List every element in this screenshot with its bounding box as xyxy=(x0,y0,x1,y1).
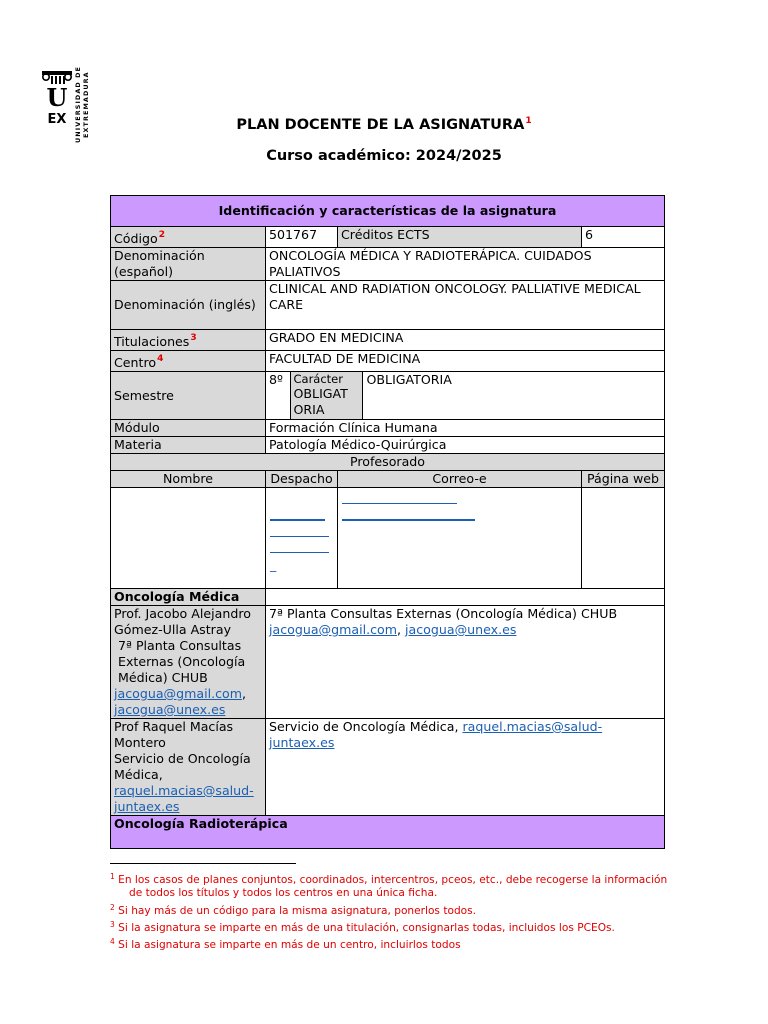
prof2-detail-cell xyxy=(266,719,665,816)
centro-label: Centro$^4$ xyxy=(111,351,266,372)
profesorado-header: Profesorado xyxy=(111,454,665,471)
codigo-label: Código$^2$ xyxy=(111,227,266,248)
caracter-split-1: OBLIGAT xyxy=(293,386,348,401)
footnote-1: $^1$ En los casos de planes conjuntos, coordinados, intercentros, pceos, etc., debe recogerse la información xyxy=(110,872,668,886)
denominacion-en-label: Denominación (inglés) xyxy=(111,281,266,330)
prof1-email-unex-left[interactable]: jacogua@unex.es xyxy=(114,702,226,717)
denominacion-es-value: ONCOLOGÍA MÉDICA Y RADIOTERÁPICA. CUIDADOS PALIATIVOS xyxy=(266,248,665,281)
denominacion-es-label: Denominación (español) xyxy=(111,248,266,281)
modulo-value: Formación Clínica Humana xyxy=(266,420,665,437)
denominacion-en-value: CLINICAL AND RADIATION ONCOLOGY. PALLIATIVE MEDICAL CARE xyxy=(266,281,665,330)
blank-web-cell xyxy=(582,488,665,589)
col-nombre: Nombre xyxy=(111,471,266,488)
university-name-vertical: UNIVERSIDAD DE EXTREMADURA xyxy=(74,66,90,144)
prof1-detail-office: 7ª Planta Consultas Externas (Oncología Médica) CHUB xyxy=(269,606,618,621)
prof2-detail-office: Servicio de Oncología Médica, xyxy=(269,719,459,734)
blank-link-line[interactable] xyxy=(342,519,475,521)
blank-link-line[interactable] xyxy=(270,536,329,537)
prof1-office-left: 7ª Planta Consultas Externas (Oncología Médica) CHUB xyxy=(118,638,246,685)
caracter-label: Carácter xyxy=(293,372,343,386)
blank-link-line[interactable] xyxy=(270,552,329,553)
page-subtitle: Curso académico: 2024/2025 xyxy=(266,148,502,164)
section-header: Identificación y características de la asignatura xyxy=(111,196,665,227)
creditos-value: 6 xyxy=(582,227,665,248)
titulaciones-value: GRADO EN MEDICINA xyxy=(266,330,665,351)
prof1-email-unex[interactable]: jacogua@unex.es xyxy=(405,622,517,637)
col-web: Página web xyxy=(582,471,665,488)
codigo-value: 501767 xyxy=(266,227,338,248)
materia-label: Materia xyxy=(111,437,266,454)
footnote-divider xyxy=(110,863,296,864)
prof1-email-gmail[interactable]: jacogua@gmail.com xyxy=(269,622,398,637)
materia-value: Patología Médico-Quirúrgica xyxy=(266,437,665,454)
footnote-4: $^4$ Si la asignatura se imparte en más de un centro, incluirlos todos xyxy=(110,937,461,952)
caracter-value: OBLIGATORIA xyxy=(366,372,452,387)
col-despacho: Despacho xyxy=(266,471,338,488)
footnote-3: $^3$ Si la asignatura se imparte en más de una titulación, consignarlas todas, incluidos los PCEOs. xyxy=(110,919,615,934)
blank-link-line[interactable] xyxy=(270,519,325,521)
blank-correo-cell xyxy=(338,488,582,589)
blank-link-mark[interactable]: _ xyxy=(270,557,277,572)
svg-text:EX: EX xyxy=(47,112,67,127)
caracter-cell xyxy=(290,372,362,419)
prof1-cell: Prof. Jacobo Alejandro Gómez-Ulla Astray 7ª Planta Consultas Externas (Oncología Médica) CHUB jacogua@gmail.com, jacogua@unex.es xyxy=(111,606,266,719)
creditos-label: Créditos ECTS xyxy=(338,227,582,248)
footnotes xyxy=(110,870,670,952)
modulo-label: Módulo xyxy=(111,420,266,437)
prof2-name: Prof Raquel Macías Montero xyxy=(114,719,234,750)
prof1-email-gmail-left[interactable]: jacogua@gmail.com xyxy=(114,686,243,701)
prof2-cell xyxy=(111,719,266,816)
oncologia-radioterapica-header: Oncología Radioterápica xyxy=(111,816,665,849)
prof2-email[interactable]: raquel.macias@salud-juntaex.es xyxy=(269,719,603,750)
caracter-split-2: ORIA xyxy=(293,402,325,417)
oncologia-medica-label: Oncología Médica xyxy=(111,589,266,606)
semestre-value: 8º xyxy=(266,372,290,419)
blank-despacho-cell xyxy=(266,488,338,589)
prof2-office-left: Servicio de Oncología Médica, xyxy=(114,751,251,782)
footnote-1-cont: de todos los títulos y todos los centros en una única ficha. xyxy=(129,887,438,900)
page-title: PLAN DOCENTE DE LA ASIGNATURA$^1$ xyxy=(236,116,532,133)
prof2-email-left[interactable]: raquel.macias@salud-juntaex.es xyxy=(114,783,254,814)
prof1-name: Prof. Jacobo Alejandro Gómez-Ulla Astray xyxy=(114,606,251,637)
centro-value: FACULTAD DE MEDICINA xyxy=(266,351,665,372)
titulaciones-label: Titulaciones$^3$ xyxy=(111,330,266,351)
footnote-2: $^2$ Si hay más de un código para la misma asignatura, ponerlos todos. xyxy=(110,902,477,917)
blank-link-line[interactable] xyxy=(342,503,457,504)
prof1-detail-cell: 7ª Planta Consultas Externas (Oncología Médica) CHUB jacogua@gmail.com, jacogua@unex.es xyxy=(266,606,665,719)
course-identification-table xyxy=(110,195,665,849)
svg-text:U: U xyxy=(46,83,68,112)
semestre-label: Semestre xyxy=(111,372,266,420)
col-correo: Correo-e xyxy=(338,471,582,488)
blank-nombre-cell xyxy=(111,488,266,589)
oncologia-medica-blank xyxy=(266,589,665,606)
